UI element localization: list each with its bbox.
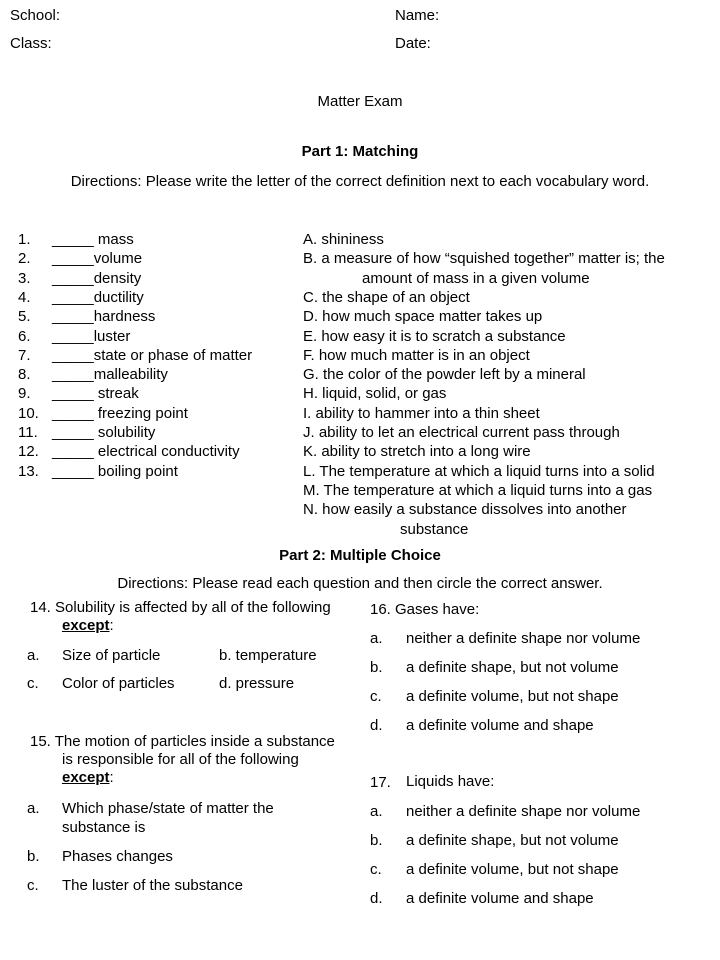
vocab-term: _____ boiling point — [52, 462, 178, 480]
option-label: b. — [370, 832, 383, 849]
vocab-term: _____ streak — [52, 385, 139, 403]
school-label: School: — [10, 7, 61, 24]
definition: D. how much space matter takes up — [303, 308, 543, 326]
date-label: Date: — [395, 35, 431, 52]
question-stem: 16. Gases have: — [370, 601, 480, 618]
item-number: 3. — [18, 269, 31, 287]
option-text[interactable]: neither a definite shape nor volume — [406, 803, 641, 820]
option-label: c. — [27, 675, 39, 692]
option-text[interactable]: neither a definite shape nor volume — [406, 630, 641, 647]
question-stem: 15. The motion of particles inside a substance — [30, 733, 335, 750]
part1-heading: Part 1: Matching — [301, 143, 419, 160]
definition: G. the color of the powder left by a mineral — [303, 366, 586, 384]
vocab-term: _____ mass — [52, 231, 134, 248]
except-emphasis: except — [62, 769, 110, 786]
item-number: 6. — [18, 327, 31, 345]
definition: F. how much matter is in an object — [303, 346, 530, 364]
option-label: a. — [370, 803, 383, 820]
option-label: b. — [27, 848, 40, 865]
vocab-term: _____density — [52, 269, 142, 287]
definition: C. the shape of an object — [303, 288, 470, 306]
option-text[interactable]: a definite volume, but not shape — [406, 861, 619, 878]
option-text[interactable]: Phases changes — [62, 848, 173, 865]
colon: : — [109, 617, 114, 634]
item-number: 9. — [18, 385, 31, 403]
definition: I. ability to hammer into a thin sheet — [303, 404, 540, 422]
option-label: c. — [370, 688, 382, 705]
option-text[interactable]: a definite shape, but not volume — [406, 659, 619, 676]
item-number: 2. — [18, 250, 31, 268]
item-number: 8. — [18, 366, 31, 384]
option-label: d. — [370, 890, 383, 907]
vocab-term: _____ solubility — [52, 424, 156, 441]
definition: H. liquid, solid, or gas — [303, 385, 447, 403]
option-text[interactable]: The luster of the substance — [62, 877, 243, 894]
definition: N. how easily a substance dissolves into another — [303, 501, 627, 519]
question-stem: Liquids have: — [406, 773, 495, 790]
question-number: 17. — [370, 774, 391, 791]
question-stem-cont — [62, 617, 114, 635]
option-label: d. — [370, 717, 383, 734]
definition-continued: substance — [400, 520, 469, 538]
option-text[interactable]: Which phase/state of matter the — [62, 800, 274, 817]
item-number: 11. — [18, 424, 38, 441]
definition-continued: amount of mass in a given volume — [362, 269, 590, 287]
part2-directions: Directions: Please read each question and then circle the correct answer. — [117, 575, 603, 592]
question-stem-cont — [62, 769, 114, 787]
option-label: c. — [370, 861, 382, 878]
option-text[interactable]: a definite volume and shape — [406, 890, 594, 907]
definition: E. how easy it is to scratch a substance — [303, 327, 566, 345]
item-number: 7. — [18, 346, 31, 364]
item-number: 12. — [18, 443, 39, 461]
option-text[interactable]: Color of particles — [62, 675, 175, 692]
item-number: 10. — [18, 404, 39, 422]
option-text[interactable]: b. temperature — [219, 647, 317, 664]
question-stem-cont: is responsible for all of the following — [62, 751, 299, 768]
item-number: 5. — [18, 308, 31, 326]
option-text[interactable]: Size of particle — [62, 647, 161, 664]
vocab-term: _____volume — [52, 250, 143, 268]
vocab-term: _____ freezing point — [52, 404, 188, 422]
option-text[interactable]: a definite volume and shape — [406, 717, 594, 734]
part2-heading: Part 2: Multiple Choice — [279, 547, 441, 564]
option-text-cont[interactable]: substance is — [62, 819, 146, 836]
option-text[interactable]: d. pressure — [219, 675, 295, 692]
exam-title: Matter Exam — [317, 93, 403, 110]
option-label: a. — [27, 800, 40, 817]
colon: : — [109, 769, 114, 786]
option-label: b. — [370, 659, 383, 676]
option-label: c. — [27, 877, 39, 894]
option-label: a. — [370, 630, 383, 647]
item-number: 1. — [18, 231, 31, 248]
option-label: a. — [27, 647, 40, 664]
definition: J. ability to let an electrical current pass through — [303, 424, 620, 441]
vocab-term: _____ductility — [52, 288, 144, 306]
part1-directions: Directions: Please write the letter of the correct definition next to each vocabulary word. — [70, 173, 650, 190]
class-label: Class: — [10, 35, 52, 52]
definition: B. a measure of how “squished together” matter is; the — [303, 250, 665, 268]
vocab-term: _____state or phase of matter — [52, 346, 253, 364]
question-stem: 14. Solubility is affected by all of the following — [30, 599, 331, 616]
definition: M. The temperature at which a liquid turns into a gas — [303, 481, 653, 499]
name-label: Name: — [395, 7, 440, 24]
option-text[interactable]: a definite shape, but not volume — [406, 832, 619, 849]
definition: L. The temperature at which a liquid turns into a solid — [303, 462, 655, 480]
item-number: 13. — [18, 462, 39, 480]
option-text[interactable]: a definite volume, but not shape — [406, 688, 619, 705]
vocab-term: _____luster — [52, 327, 131, 345]
vocab-term: _____hardness — [52, 308, 156, 326]
vocab-term: _____ electrical conductivity — [52, 443, 240, 461]
vocab-term: _____malleability — [52, 366, 168, 384]
except-emphasis: except — [62, 617, 110, 634]
item-number: 4. — [18, 288, 31, 306]
definition: K. ability to stretch into a long wire — [303, 443, 531, 461]
definition: A. shininess — [303, 231, 384, 248]
